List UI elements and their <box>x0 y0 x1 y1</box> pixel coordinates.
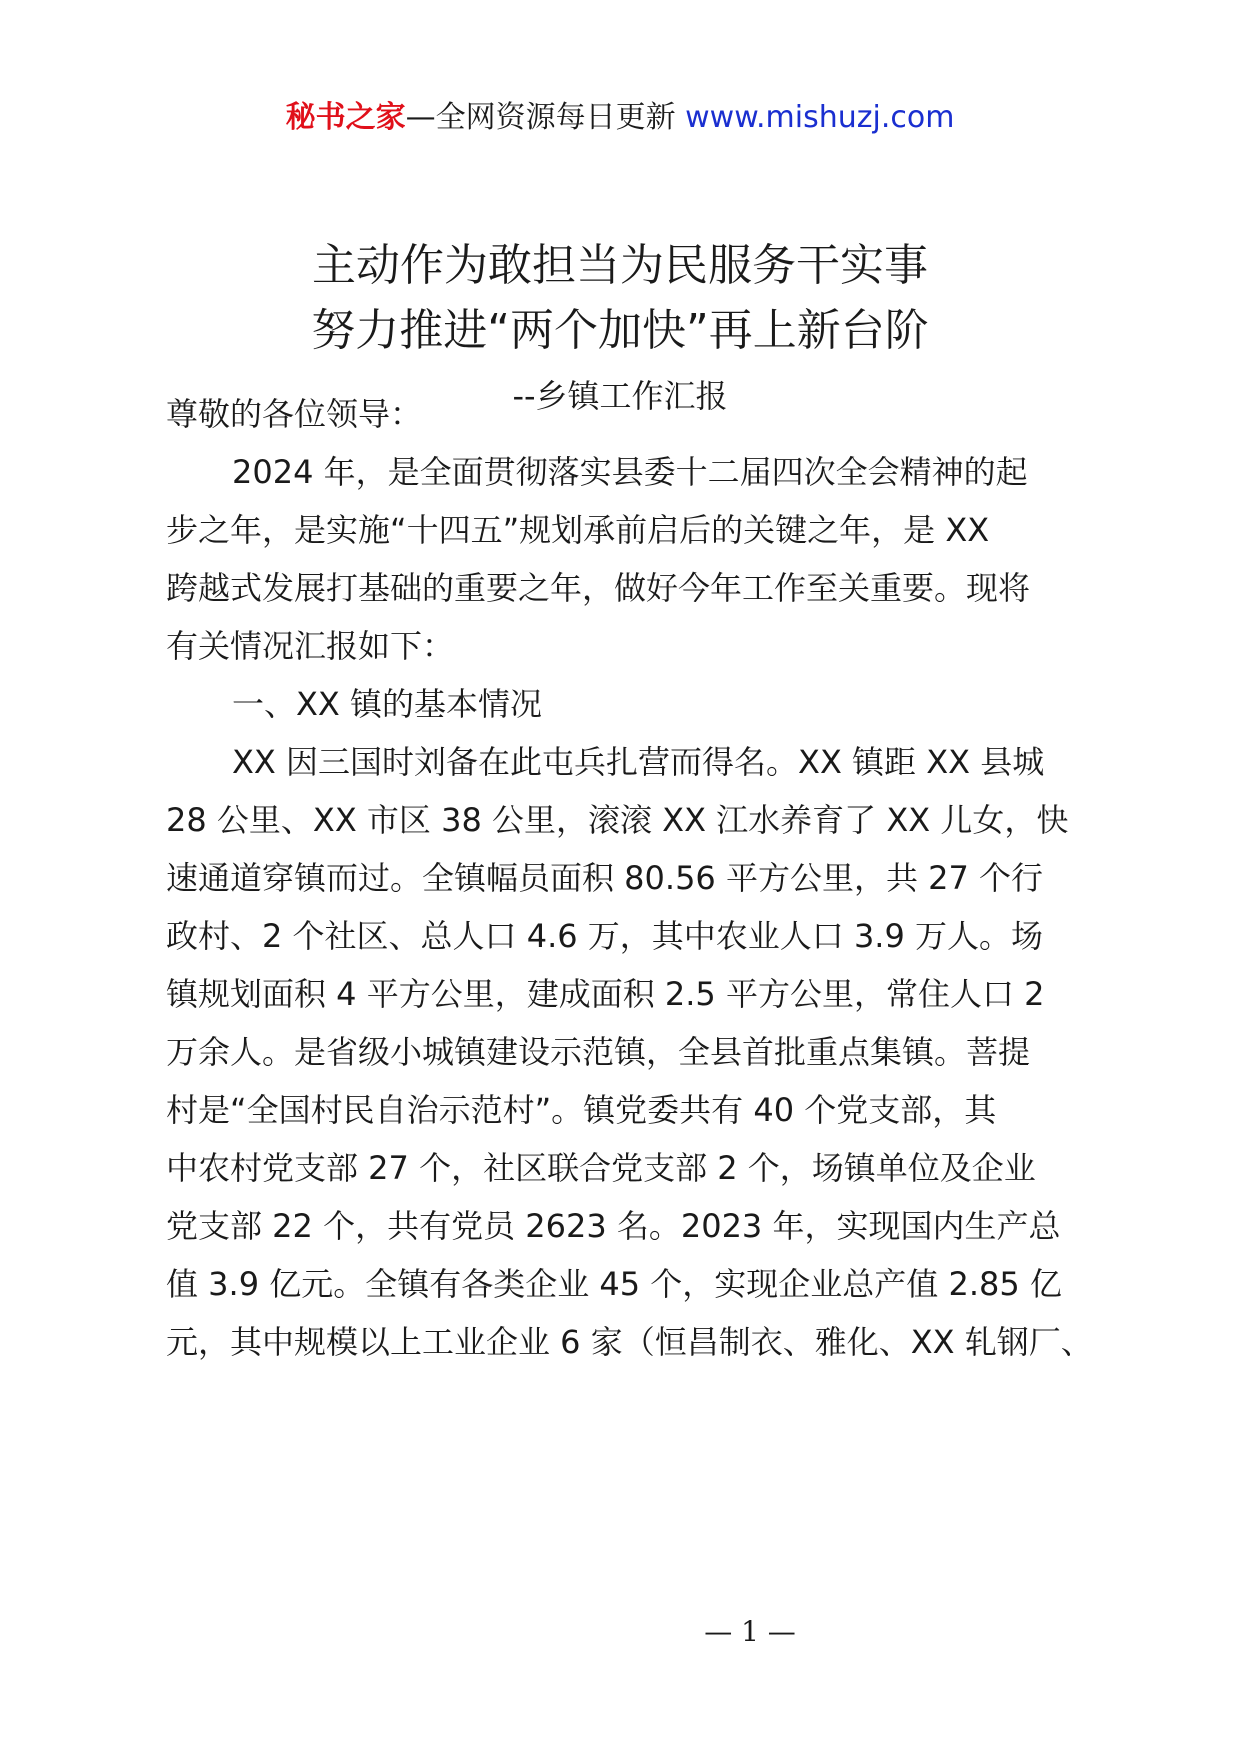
body-line: 元，其中规模以上工业企业 6 家（恒昌制衣、雅化、XX 轧钢厂、 <box>166 1323 1093 1361</box>
body-line: 有关情况汇报如下： <box>166 627 455 665</box>
body-line: 政村、2 个社区、总人口 4.6 万，其中农业人口 3.9 万人。场 <box>166 917 1044 955</box>
document-title-line2: 努力推进“两个加快”再上新台阶 <box>311 305 929 356</box>
document-title-line1: 主动作为敢担当为民服务干实事 <box>312 240 928 291</box>
document-subtitle: --乡镇工作汇报 <box>512 377 728 415</box>
section-heading: 一、XX 镇的基本情况 <box>232 685 543 723</box>
body-line: 村是“全国村民自治示范村”。镇党委共有 40 个党支部，其 <box>166 1091 997 1129</box>
body-line: XX 因三国时刘备在此屯兵扎营而得名。XX 镇距 XX 县城 <box>232 743 1045 781</box>
body-line: 28 公里、XX 市区 38 公里，滚滚 XX 江水养育了 XX 儿女，快 <box>166 801 1069 839</box>
site-header <box>0 98 1240 138</box>
salutation: 尊敬的各位领导： <box>166 395 423 433</box>
body-line: 值 3.9 亿元。全镇有各类企业 45 个，实现企业总产值 2.85 亿 <box>166 1265 1062 1303</box>
page-number: — 1 — <box>704 1615 796 1648</box>
body-line: 2024 年，是全面贯彻落实县委十二届四次全会精神的起 <box>232 453 1028 491</box>
site-url-link[interactable]: www.mishuzj.com <box>685 100 955 135</box>
body-line: 步之年，是实施“十四五”规划承前启后的关键之年，是 XX <box>166 511 990 549</box>
body-line: 万余人。是省级小城镇建设示范镇，全县首批重点集镇。菩提 <box>166 1033 1031 1071</box>
body-line: 中农村党支部 27 个，社区联合党支部 2 个，场镇单位及企业 <box>166 1149 1036 1187</box>
body-line: 跨越式发展打基础的重要之年，做好今年工作至关重要。现将 <box>166 569 1031 607</box>
body-line: 镇规划面积 4 平方公里，建成面积 2.5 平方公里，常住人口 2 <box>166 975 1045 1013</box>
site-brand: 秘书之家 <box>285 100 406 135</box>
body-line: 速通道穿镇而过。全镇幅员面积 80.56 平方公里，共 27 个行 <box>166 859 1044 897</box>
body-line: 党支部 22 个，共有党员 2623 名。2023 年，实现国内生产总 <box>166 1207 1061 1245</box>
site-slogan: —全网资源每日更新 <box>405 100 676 135</box>
